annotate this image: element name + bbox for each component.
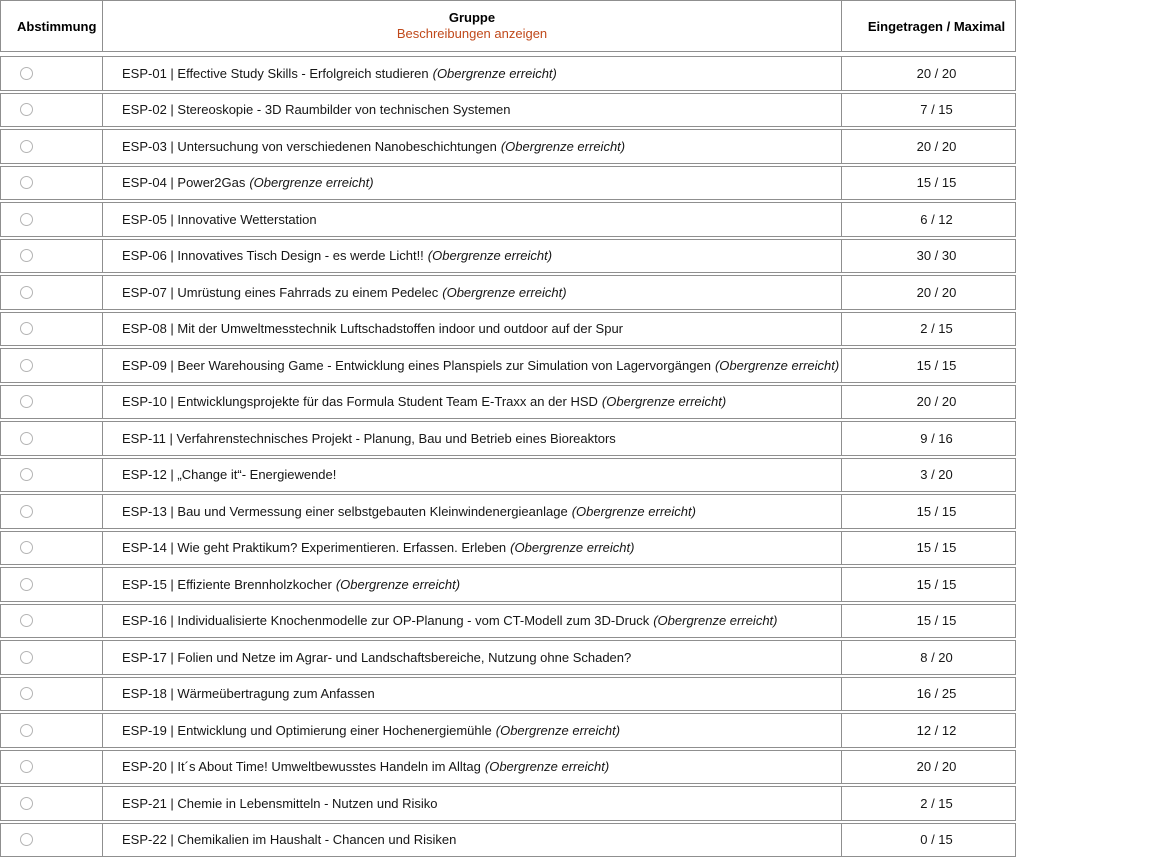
- count-cell: [842, 130, 1015, 163]
- group-cell: [103, 422, 842, 455]
- group-cell: [103, 57, 842, 90]
- count-cell: [842, 787, 1015, 820]
- capacity-note: (Obergrenze erreicht): [495, 722, 621, 738]
- group-cell: [103, 167, 842, 200]
- enrollment-count: 15 / 15: [916, 357, 957, 373]
- group-cell: [103, 495, 842, 528]
- vote-cell: [1, 459, 103, 492]
- vote-cell: [1, 751, 103, 784]
- vote-radio[interactable]: [20, 286, 33, 299]
- vote-cell: [1, 313, 103, 346]
- count-cell: [842, 422, 1015, 455]
- group-label: ESP-02 | Stereoskopie - 3D Raumbilder von technischen Systemen: [122, 102, 511, 118]
- count-cell: [842, 240, 1015, 273]
- header-label-abstimmung: Abstimmung: [17, 18, 97, 34]
- vote-radio[interactable]: [20, 614, 33, 627]
- vote-cell: [1, 787, 103, 820]
- table-row: [0, 604, 1016, 639]
- vote-cell: [1, 386, 103, 419]
- enrollment-count: 15 / 15: [916, 576, 957, 592]
- enrollment-count: 20 / 20: [916, 138, 957, 154]
- count-cell: [842, 495, 1015, 528]
- count-cell: [842, 94, 1015, 127]
- count-cell: [842, 605, 1015, 638]
- header-cell-gruppe: [103, 1, 842, 51]
- count-cell: [842, 276, 1015, 309]
- vote-cell: [1, 203, 103, 236]
- group-cell: [103, 203, 842, 236]
- group-label: ESP-11 | Verfahrenstechnisches Projekt - Planung, Bau und Betrieb eines Bioreaktors: [122, 430, 616, 446]
- group-label: ESP-17 | Folien und Netze im Agrar- und Landschaftsbereiche, Nutzung ohne Schaden?: [122, 649, 632, 665]
- enrollment-count: 15 / 15: [916, 540, 957, 556]
- vote-cell: [1, 714, 103, 747]
- vote-cell: [1, 349, 103, 382]
- count-cell: [842, 751, 1015, 784]
- vote-radio[interactable]: [20, 140, 33, 153]
- vote-cell: [1, 167, 103, 200]
- group-label: ESP-06 | Innovatives Tisch Design - es werde Licht!!: [122, 248, 424, 264]
- group-cell: [103, 824, 842, 857]
- vote-cell: [1, 130, 103, 163]
- enrollment-count: 30 / 30: [916, 248, 957, 264]
- vote-radio[interactable]: [20, 176, 33, 189]
- capacity-note: (Obergrenze erreicht): [442, 284, 567, 300]
- vote-radio[interactable]: [20, 213, 33, 226]
- vote-radio[interactable]: [20, 468, 33, 481]
- group-label: ESP-18 | Wärmeübertragung zum Anfassen: [122, 686, 375, 702]
- vote-cell: [1, 57, 103, 90]
- capacity-note: (Obergrenze erreicht): [653, 613, 778, 629]
- group-label: ESP-01 | Effective Study Skills - Erfolgreich studieren: [122, 65, 429, 81]
- group-cell: [103, 605, 842, 638]
- table-row: [0, 202, 1016, 237]
- table-header-row: [0, 0, 1016, 52]
- table-row: [0, 166, 1016, 201]
- count-cell: [842, 641, 1015, 674]
- enrollment-count: 7 / 15: [920, 102, 953, 118]
- group-label: ESP-16 | Individualisierte Knochenmodelle zur OP-Planung - vom CT-Modell zum 3D-Druck: [122, 613, 650, 629]
- count-cell: [842, 568, 1015, 601]
- table-row: [0, 786, 1016, 821]
- table-row: [0, 640, 1016, 675]
- vote-cell: [1, 568, 103, 601]
- capacity-note: (Obergrenze erreicht): [427, 248, 553, 264]
- header-label-gruppe: Gruppe: [448, 10, 496, 25]
- enrollment-count: 20 / 20: [916, 759, 957, 775]
- count-cell: [842, 167, 1015, 200]
- capacity-note: (Obergrenze erreicht): [601, 394, 727, 410]
- capacity-note: (Obergrenze erreicht): [249, 175, 374, 191]
- header-label-eingetragen-maximal: Eingetragen / Maximal: [867, 18, 1006, 34]
- vote-radio[interactable]: [20, 359, 33, 372]
- vote-radio[interactable]: [20, 103, 33, 116]
- table-row: [0, 823, 1016, 858]
- group-cell: [103, 568, 842, 601]
- capacity-note: (Obergrenze erreicht): [432, 65, 557, 81]
- header-cell-eingetragen-maximal: [842, 1, 1015, 51]
- vote-radio[interactable]: [20, 651, 33, 664]
- count-cell: [842, 203, 1015, 236]
- group-cell: [103, 751, 842, 784]
- group-cell: [103, 386, 842, 419]
- vote-cell: [1, 240, 103, 273]
- count-cell: [842, 459, 1015, 492]
- count-cell: [842, 313, 1015, 346]
- capacity-note: (Obergrenze erreicht): [714, 357, 840, 373]
- group-cell: [103, 276, 842, 309]
- vote-radio[interactable]: [20, 833, 33, 846]
- group-cell: [103, 240, 842, 273]
- vote-radio[interactable]: [20, 432, 33, 445]
- vote-radio[interactable]: [20, 249, 33, 262]
- enrollment-count: 12 / 12: [916, 722, 957, 738]
- group-label: ESP-07 | Umrüstung eines Fahrrads zu einem Pedelec: [122, 284, 439, 300]
- group-label: ESP-12 | „Change it“- Energiewende!: [122, 467, 337, 483]
- group-label: ESP-10 | Entwicklungsprojekte für das Formula Student Team E-Traxx an der HSD: [122, 394, 598, 410]
- table-row: [0, 56, 1016, 91]
- show-descriptions-link[interactable]: Beschreibungen anzeigen: [396, 26, 548, 41]
- count-cell: [842, 714, 1015, 747]
- enrollment-count: 20 / 20: [916, 394, 957, 410]
- table-row: [0, 93, 1016, 128]
- count-cell: [842, 532, 1015, 565]
- table-row: [0, 312, 1016, 347]
- group-label: ESP-08 | Mit der Umweltmesstechnik Luftschadstoffen indoor und outdoor auf der Spur: [122, 321, 624, 337]
- enrollment-count: 9 / 16: [920, 430, 953, 446]
- group-cell: [103, 313, 842, 346]
- vote-radio[interactable]: [20, 687, 33, 700]
- enrollment-count: 3 / 20: [920, 467, 953, 483]
- group-label: ESP-13 | Bau und Vermessung einer selbstgebauten Kleinwindenergieanlage: [122, 503, 568, 519]
- enrollment-count: 2 / 15: [920, 795, 953, 811]
- group-label: ESP-21 | Chemie in Lebensmitteln - Nutzen und Risiko: [122, 795, 438, 811]
- capacity-note: (Obergrenze erreicht): [510, 540, 635, 556]
- vote-radio[interactable]: [20, 395, 33, 408]
- vote-cell: [1, 605, 103, 638]
- group-label: ESP-22 | Chemikalien im Haushalt - Chancen und Risiken: [122, 832, 457, 848]
- table-row: [0, 421, 1016, 456]
- table-row: [0, 750, 1016, 785]
- vote-radio[interactable]: [20, 578, 33, 591]
- count-cell: [842, 824, 1015, 857]
- enrollment-count: 6 / 12: [920, 211, 953, 227]
- group-cell: [103, 349, 842, 382]
- group-label: ESP-04 | Power2Gas: [122, 175, 246, 191]
- vote-cell: [1, 422, 103, 455]
- group-label: ESP-19 | Entwicklung und Optimierung einer Hochenergiemühle: [122, 722, 492, 738]
- count-cell: [842, 349, 1015, 382]
- group-label: ESP-09 | Beer Warehousing Game - Entwicklung eines Planspiels zur Simulation von Lagervorgängen: [122, 357, 711, 373]
- group-cell: [103, 787, 842, 820]
- table-row: [0, 494, 1016, 529]
- vote-cell: [1, 824, 103, 857]
- vote-radio[interactable]: [20, 67, 33, 80]
- table-row: [0, 275, 1016, 310]
- group-cell: [103, 532, 842, 565]
- group-cell: [103, 94, 842, 127]
- vote-radio[interactable]: [20, 505, 33, 518]
- vote-radio[interactable]: [20, 797, 33, 810]
- group-cell: [103, 130, 842, 163]
- capacity-note: (Obergrenze erreicht): [571, 503, 696, 519]
- table-row: [0, 531, 1016, 566]
- vote-cell: [1, 276, 103, 309]
- capacity-note: (Obergrenze erreicht): [484, 759, 610, 775]
- vote-radio[interactable]: [20, 760, 33, 773]
- table-body: [0, 56, 1016, 857]
- enrollment-count: 0 / 15: [920, 832, 953, 848]
- enrollment-count: 15 / 15: [916, 503, 957, 519]
- count-cell: [842, 678, 1015, 711]
- vote-cell: [1, 641, 103, 674]
- vote-radio[interactable]: [20, 724, 33, 737]
- vote-radio[interactable]: [20, 322, 33, 335]
- count-cell: [842, 57, 1015, 90]
- capacity-note: (Obergrenze erreicht): [500, 138, 626, 154]
- table-row: [0, 348, 1016, 383]
- vote-cell: [1, 678, 103, 711]
- table-row: [0, 129, 1016, 164]
- group-cell: [103, 678, 842, 711]
- vote-radio[interactable]: [20, 541, 33, 554]
- enrollment-count: 20 / 20: [916, 65, 957, 81]
- enrollment-count: 15 / 15: [916, 175, 957, 191]
- group-label: ESP-03 | Untersuchung von verschiedenen Nanobeschichtungen: [122, 138, 497, 154]
- enrollment-count: 8 / 20: [920, 649, 953, 665]
- group-cell: [103, 459, 842, 492]
- table-row: [0, 567, 1016, 602]
- enrollment-count: 15 / 15: [916, 613, 957, 629]
- count-cell: [842, 386, 1015, 419]
- enrollment-count: 16 / 25: [916, 686, 957, 702]
- group-label: ESP-14 | Wie geht Praktikum? Experimentieren. Erfassen. Erleben: [122, 540, 507, 556]
- table-row: [0, 713, 1016, 748]
- group-cell: [103, 714, 842, 747]
- capacity-note: (Obergrenze erreicht): [335, 576, 461, 592]
- vote-cell: [1, 532, 103, 565]
- vote-cell: [1, 94, 103, 127]
- header-cell-abstimmung: [1, 1, 103, 51]
- group-label: ESP-20 | It´s About Time! Umweltbewusstes Handeln im Alltag: [122, 759, 481, 775]
- vote-cell: [1, 495, 103, 528]
- group-label: ESP-05 | Innovative Wetterstation: [122, 211, 317, 227]
- table-row: [0, 458, 1016, 493]
- table-row: [0, 385, 1016, 420]
- group-cell: [103, 641, 842, 674]
- table-row: [0, 677, 1016, 712]
- enrollment-count: 20 / 20: [916, 284, 957, 300]
- table-row: [0, 239, 1016, 274]
- group-label: ESP-15 | Effiziente Brennholzkocher: [122, 576, 332, 592]
- enrollment-count: 2 / 15: [920, 321, 953, 337]
